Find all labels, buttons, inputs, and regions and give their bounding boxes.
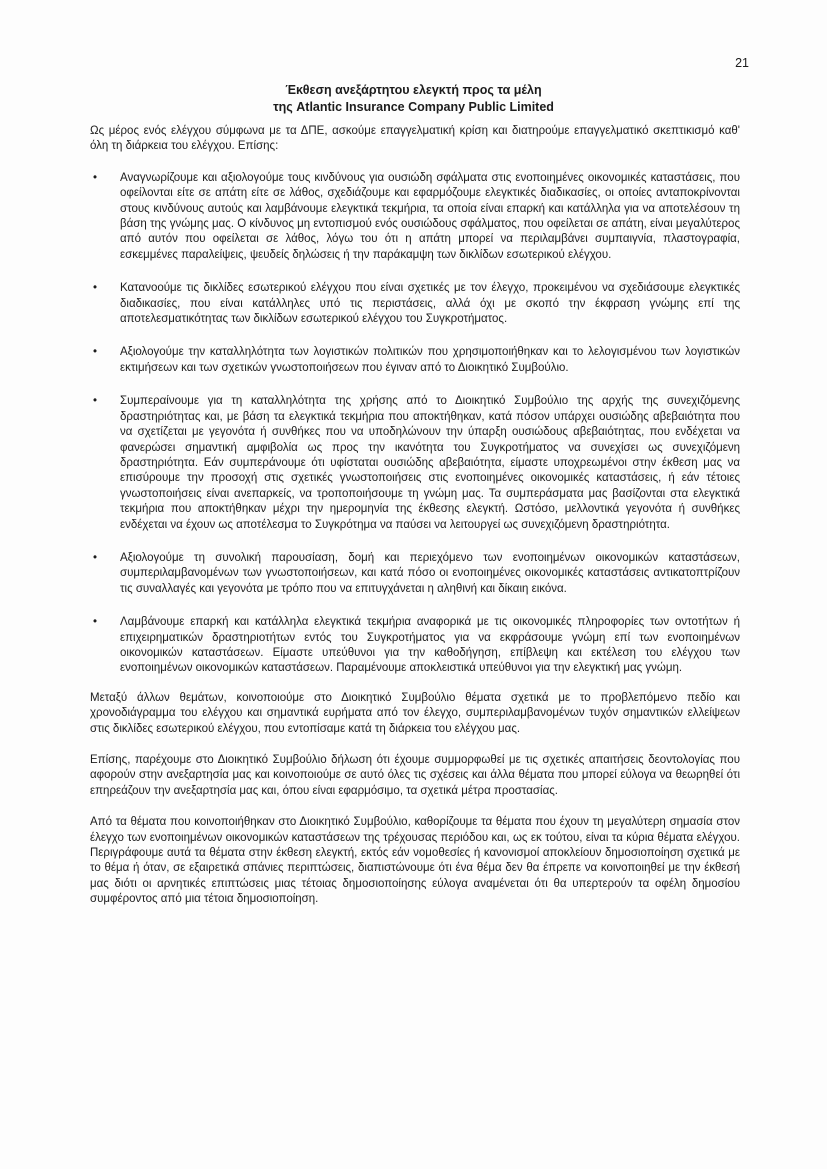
paragraph-independence: Επίσης, παρέχουμε στο Διοικητικό Συμβούλιο δήλωση ότι έχουμε συμμορφωθεί με τις σχετικές απαιτήσεις δεοντολογίας που αφορούν στην ανεξαρτησία μας και κοινοποιούμε σε αυτό όλες τις σχέσεις και άλλα θέματα που μπορεί εύλογα να θεωρηθεί ότι επηρεάζουν την ανεξαρτησία μας και, όπου είναι εφαρμόσιμο, τα σχετικά μέτρα προστασίας. [90,754,740,797]
list-item-text: Λαμβάνουμε επαρκή και κατάλληλα ελεγκτικά τεκμήρια αναφορικά με τις οικονομικές πληροφορίες των οντοτήτων ή επιχειρηματικών δραστηριοτήτων εντός του Συγκροτήματος για να εκφράσουμε γνώμη επί των ενοποιημένων οικονομικών καταστάσεων. Είμαστε υπεύθυνοι για την καθοδήγηση, επίβλεψη και εκτέλεση του ελέγχου των ενοποιημένων οικονομικών καταστάσεων. Παραμένουμε αποκλειστικά υπεύθυνοι για την ελεγκτική μας γνώμη. [120,616,740,675]
list-item [90,394,740,533]
paragraph-communication: Μεταξύ άλλων θεμάτων, κοινοποιούμε στο Διοικητικό Συμβούλιο θέματα σχετικά με το προβλεπόμενο πεδίο και χρονοδιάγραμμα του ελέγχου και σημαντικά ευρήματα από τον έλεγχο, συμπεριλαμβανομένων τυχόν σημαντικών ελλείψεων στις δικλίδες εσωτερικού ελέγχου, που εντοπίσαμε κατά τη διάρκεια του ελέγχου μας. [90,691,740,735]
list-item-text: Αναγνωρίζουμε και αξιολογούμε τους κινδύνους για ουσιώδη σφάλματα στις ενοποιημένες οικονομικές καταστάσεις, που οφείλονται είτε σε απάτη είτε σε λάθος, σχεδιάζουμε και εφαρμόζουμε ελεγκτικές διαδικασίες, οι οποίες ανταποκρίνονται στους κινδύνους αυτούς και λαμβάνουμε ελεγκτικά τεκμήρια, τα οποία είναι επαρκή και κατάλληλα για να αποτελέσουν τη βάση της γνώμης μας. Ο κίνδυνος μη εντοπισμού ενός ουσιώδους σφάλματος, που οφείλεται σε απάτη, είναι μεγαλύτερος από αυτόν που οφείλεται σε λάθος, λόγω του ότι η απάτη μπορεί να περιλαμβάνει συμπαιγνία, πλαστογραφία, εσκεμμένες παραλείψεις, ψευδείς δηλώσεις ή την παράκαμψη των δικλίδων εσωτερικού ελέγχου. [120,171,740,261]
bullet-icon: • [93,395,98,408]
bullet-icon: • [93,551,98,564]
paragraph-key-audit-matters: Από τα θέματα που κοινοποιήθηκαν στο Διοικητικό Συμβούλιο, καθορίζουμε τα θέματα που έχουν τη μεγαλύτερη σημασία στον έλεγχο των ενοποιημένων οικονομικών καταστάσεων της τρέχουσας περιόδου και, ως εκ τούτου, είναι τα κύρια θέματα ελέγχου. Περιγράφουμε αυτά τα θέματα στην έκθεση ελεγκτή, εκτός εάν νομοθεσίες ή κανονισμοί αποκλείουν δημοσιοποίηση σχετικά με το θέμα ή όταν, σε εξαιρετικά σπάνιες περιπτώσεις, διαπιστώνουμε ότι ένα θέμα δεν θα έπρεπε να κοινοποιηθεί με την έκθεσή μας διότι οι αρνητικές επιπτώσεις μιας τέτοιας δημοσιοποίησης εύλογα αναμένεται ότι θα υπερτερούν τα οφέλη δημοσίου συμφέροντος από μια τέτοια δημοσιοποίηση. [90,816,740,906]
list-item-text: Συμπεραίνουμε για τη καταλληλότητα της χρήσης από το Διοικητικό Συμβούλιο της αρχής της συνεχιζόμενης δραστηριότητας και, με βάση τα ελεγκτικά τεκμήρια που αποκτήθηκαν, κατά πόσον υπάρχει ουσιώδης αβεβαιότητα που να σχετίζεται με γεγονότα ή συνθήκες που να υποδηλώνουν την ύπαρξη ουσιώδους αβεβαιότητας, που ενδέχεται να φανερώσει σημαντική αμφιβολία ως προς την ικανότητα του Συγκροτήματος να συνεχίσει ως συνεχιζόμενη δραστηριότητα. Εάν συμπεράνουμε ότι υφίσταται ουσιώδης αβεβαιότητα, είμαστε υποχρεωμένοι στην έκθεση μας να επισύρουμε την προσοχή στις σχετικές γνωστοποιήσεις στις ενοποιημένες οικονομικές καταστάσεις, ή εάν τέτοιες γνωστοποιήσεις είναι ανεπαρκείς, να τροποποιήσουμε τη γνώμη μας. Τα συμπεράσματα μας βασίζονται στα ελεγκτικά τεκμήρια που αποκτήθηκαν μέχρι την ημερομηνία της έκθεσης ελεγκτή. Ωστόσο, μελλοντικά γεγονότα ή συνθήκες ενδέχεται να έχουν ως αποτέλεσμα το Συγκρότημα να παύσει να λειτουργεί ως συνεχιζόμενη δραστηριότητα. [120,395,740,531]
intro-paragraph: Ως μέρος ενός ελέγχου σύμφωνα με τα ΔΠΕ, ασκούμε επαγγελματική κρίση και διατηρούμε επαγγελματικό σκεπτικισμό καθ' όλη τη διάρκεια του ελέγχου. Επίσης: [90,125,740,153]
list-item-text: Αξιολογούμε τη συνολική παρουσίαση, δομή και περιεχόμενο των ενοποιημένων οικονομικών καταστάσεων, συμπεριλαμβανομένων των γνωστοποιήσεων, και κατά πόσο οι ενοποιημένες οικονομικές καταστάσεις αντικατοπτρίζουν τις συναλλαγές και γεγονότα με τρόπο που να επιτυγχάνεται η αληθινή και δίκαιη εικόνα. [120,551,740,595]
list-item [90,171,740,263]
list-item-text: Αξιολογούμε την καταλληλότητα των λογιστικών πολιτικών που χρησιμοποιήθηκαν και το λελογισμένου των λογιστικών εκτιμήσεων και των σχετικών γνωστοποιήσεων που έγιναν από το Διοικητικό Συμβούλιο. [120,346,740,374]
list-item-text: Κατανοούμε τις δικλίδες εσωτερικού ελέγχου που είναι σχετικές με τον έλεγχο, προκειμένου να σχεδιάσουμε ελεγκτικές διαδικασίες, που είναι κατάλληλες υπό τις περιστάσεις, αλλά όχι με σκοπό την έκφραση γνώμης επί της αποτελεσματικότητας των δικλίδων εσωτερικού ελέγχου του Συγκροτήματος. [120,282,740,326]
bullet-icon: • [93,346,98,359]
report-body [90,124,740,924]
page-number: 21 [735,56,749,70]
report-title [0,82,827,116]
list-item [90,551,740,597]
list-item [90,281,740,327]
bullet-icon: • [93,171,98,184]
list-item [90,345,740,376]
list-item [90,615,740,677]
report-title-line-1: Έκθεση ανεξάρτητου ελεγκτή προς τα μέλη [285,83,542,97]
bullet-icon: • [93,616,98,629]
report-title-line-2: της Atlantic Insurance Company Public Limited [273,100,554,114]
responsibilities-list [90,171,740,677]
bullet-icon: • [93,282,98,295]
